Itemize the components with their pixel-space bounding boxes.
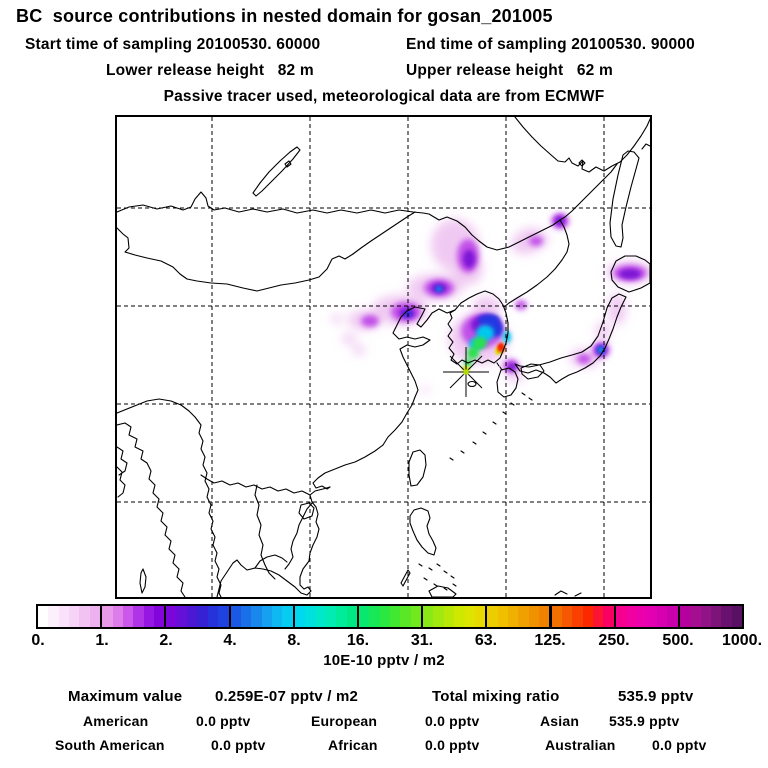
lake-baikal [253,147,300,196]
colorbar-segment [295,606,357,627]
colorbar-cell [508,606,518,627]
plume-blob [353,345,365,355]
border-myanmar-india [117,399,221,597]
colorbar-cell [144,606,154,627]
african-label: African [328,737,378,753]
european-label: European [311,713,378,729]
plume-blob [515,300,527,310]
max-value: 0.259E-07 pptv / m2 [215,688,359,705]
colorbar-cell [262,606,272,627]
colorbar-cell [498,606,508,627]
plume-blob [421,387,429,393]
coast-vietnam [217,487,330,597]
colorbar-cell [359,606,369,627]
colorbar-segment [423,606,485,627]
african-value: 0.0 pptv [425,737,480,753]
border-thailand [255,485,275,579]
colorbar-cell [603,606,613,627]
colorbar-segment [102,606,164,627]
colorbar-cell [369,606,379,627]
kyushu-island [497,368,518,397]
andaman-islands [140,569,146,593]
max-value-label: Maximum value [68,688,183,705]
mindanao-island [429,586,456,597]
colorbar-cell [272,606,282,627]
colorbar-cell [433,606,443,627]
colorbar-tick: 0. [31,632,45,649]
colorbar-cell [315,606,325,627]
colorbar-segment [616,606,678,627]
colorbar-cell [562,606,572,627]
total-ratio-label: Total mixing ratio [432,688,560,705]
luzon-island [410,508,436,555]
colorbar-cell [241,606,251,627]
colorbar-cell [69,606,79,627]
colorbar-cell [187,606,197,627]
palawan-island [401,570,410,586]
colorbar-tick: 125. [534,632,566,649]
colorbar-cell [38,606,48,627]
colorbar-cell [123,606,133,627]
borneo-coast-bits [555,144,650,596]
plume-blob [608,293,626,325]
jeju-island [468,382,476,387]
coast-russia-border [117,192,560,250]
colorbar-segment [166,606,228,627]
upper-release-label: Upper release height 62 m [406,62,613,79]
colorbar-cell [657,606,667,627]
plume-blob [596,322,610,342]
colorbar-cell [539,606,549,627]
colorbar-cell [636,606,646,627]
colorbar-cell [647,606,657,627]
plume-blob [331,315,343,323]
colorbar-cell [732,606,742,627]
colorbar-cell [583,606,593,627]
colorbar-tick: 4. [223,632,237,649]
coast-mongolia [117,228,353,291]
coast-okhotsk [515,117,650,172]
plume-blob [577,354,591,364]
receptor-center [464,370,469,375]
figure-title: BC source contributions in nested domain for gosan_201005 [16,6,553,26]
colorbar-segment [680,606,742,627]
colorbar-cell [326,606,336,627]
colorbar-cell [133,606,143,627]
colorbar-unit-label: 10E-10 pptv / m2 [323,652,445,669]
colorbar-tick: 63. [474,632,498,649]
colorbar-cell [218,606,228,627]
plume-blob [463,250,475,268]
plume-blob [467,347,479,359]
plume-blob [361,315,379,327]
map-plot [115,115,652,599]
coast-china [313,307,455,489]
colorbar-cell [552,606,562,627]
colorbar-segment [38,606,100,627]
coast-india-edge [117,447,127,497]
taiwan-island [409,450,426,486]
colorbar-cell [305,606,315,627]
total-ratio-value: 535.9 pptv [618,688,694,705]
plume-blob [437,287,441,291]
colorbar-cell [113,606,123,627]
colorbar-tick: 16. [346,632,370,649]
american-label: American [83,713,149,729]
american-value: 0.0 pptv [196,713,251,729]
colorbar-cell [475,606,485,627]
asian-value: 535.9 pptv [609,713,680,729]
colorbar-tick: 1. [95,632,109,649]
colorbar-cell [79,606,89,627]
colorbar-cell [626,606,636,627]
european-value: 0.0 pptv [425,713,480,729]
colorbar-cell [208,606,218,627]
colorbar-cell [616,606,626,627]
colorbar-cell [380,606,390,627]
coast-myanmar [147,463,185,597]
colorbar-cell [411,606,421,627]
colorbar-cell [197,606,207,627]
colorbar-cell [572,606,582,627]
colorbar-tick: 1000. [721,632,763,649]
colorbar-cell [680,606,690,627]
colorbar-segment [231,606,293,627]
colorbar-cell [102,606,112,627]
colorbar-cell [90,606,100,627]
colorbar-cell [721,606,731,627]
colorbar-tick: 250. [598,632,630,649]
colorbar-cell [347,606,357,627]
colorbar-cell [465,606,475,627]
colorbar-cell [518,606,528,627]
colorbar-cell [166,606,176,627]
australian-label: Australian [545,737,616,753]
colorbar-cell [295,606,305,627]
asian-label: Asian [540,713,580,729]
plume-blob [529,236,543,246]
colorbar-cell [400,606,410,627]
map-canvas [117,117,650,597]
plume-blob [619,269,641,279]
colorbar-cell [423,606,433,627]
colorbar-cell [454,606,464,627]
colorbar-cell [177,606,187,627]
colorbar-tick: 500. [662,632,694,649]
colorbar-tick: 8. [287,632,301,649]
concentration-plumes [331,213,650,393]
plume-blob [342,334,356,344]
border-cambodia [255,555,287,568]
coast-khingan-border [353,212,415,254]
colorbar-cell [48,606,58,627]
tracer-note: Passive tracer used, meteorological data are from ECMWF [163,88,605,105]
plume-blob [473,337,487,349]
australian-value: 0.0 pptv [652,737,707,753]
colorbar-cell [667,606,677,627]
end-time-label: End time of sampling 20100530. 90000 [406,36,695,53]
colorbar-cell [444,606,454,627]
start-time-label: Start time of sampling 20100530. 60000 [25,36,321,53]
lower-release-label: Lower release height 82 m [106,62,314,79]
south-american-value: 0.0 pptv [211,737,266,753]
colorbar-cell [336,606,346,627]
south-american-label: South American [55,737,165,753]
colorbar-cell [701,606,711,627]
colorbar-cell [282,606,292,627]
colorbar-cell [529,606,539,627]
colorbar-cell [593,606,603,627]
colorbar-cell [251,606,261,627]
colorbar-cell [690,606,700,627]
colorbar-cell [59,606,69,627]
colorbar-cell [390,606,400,627]
ryukyu-islands [450,403,514,460]
colorbar-segment [552,606,614,627]
colorbar-cell [231,606,241,627]
colorbar [36,604,744,629]
colorbar-tick: 31. [410,632,434,649]
colorbar-cell [711,606,721,627]
colorbar-tick: 2. [159,632,173,649]
colorbar-cell [154,606,164,627]
colorbar-cell [487,606,497,627]
colorbar-ticks [31,632,763,650]
colorbar-segment [487,606,549,627]
colorbar-segment [359,606,421,627]
